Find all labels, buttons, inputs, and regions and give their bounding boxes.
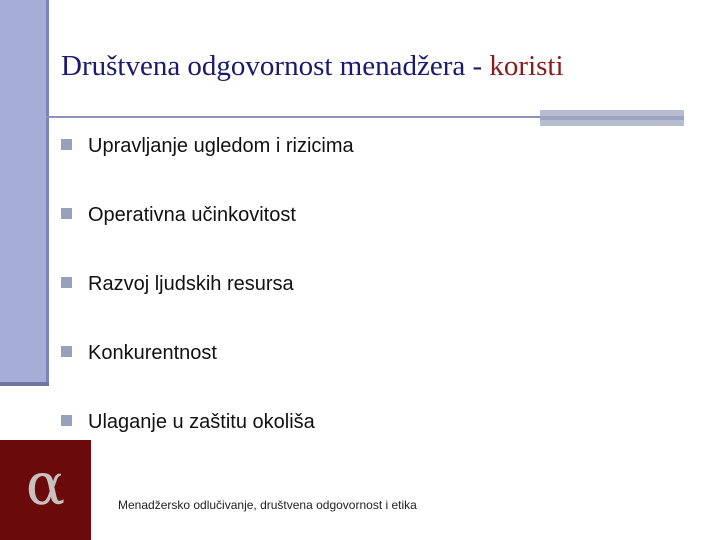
bullet-text: Operativna učinkovitost [88,204,296,226]
slide-footer: Menadžersko odlučivanje, društvena odgovornost i etika [118,498,417,512]
alpha-logo-icon: α [25,450,66,518]
bullet-item [61,203,296,227]
bullet-item [61,134,354,158]
left-decor-bar-bottom [0,382,49,386]
bullet-item [61,272,294,296]
slide-title [61,50,564,83]
bullet-marker-icon [61,277,72,288]
left-decor-bar [0,0,46,384]
bullet-text: Upravljanje ugledom i rizicima [88,135,354,157]
bullet-item [61,410,315,434]
bullet-text: Razvoj ljudskih resursa [88,273,294,295]
bullet-item [61,341,217,365]
slide-title-accent: koristi [489,50,564,82]
left-decor-bar-shadow [46,0,49,386]
bullet-text: Ulaganje u zaštitu okoliša [88,411,315,433]
bullet-marker-icon [61,208,72,219]
bullet-marker-icon [61,415,72,426]
bullet-marker-icon [61,139,72,150]
slide-title-main: Društvena odgovornost menadžera - [61,50,490,82]
bullet-text: Konkurentnost [88,342,217,364]
bullet-marker-icon [61,346,72,357]
title-divider-block-inner [540,116,684,120]
